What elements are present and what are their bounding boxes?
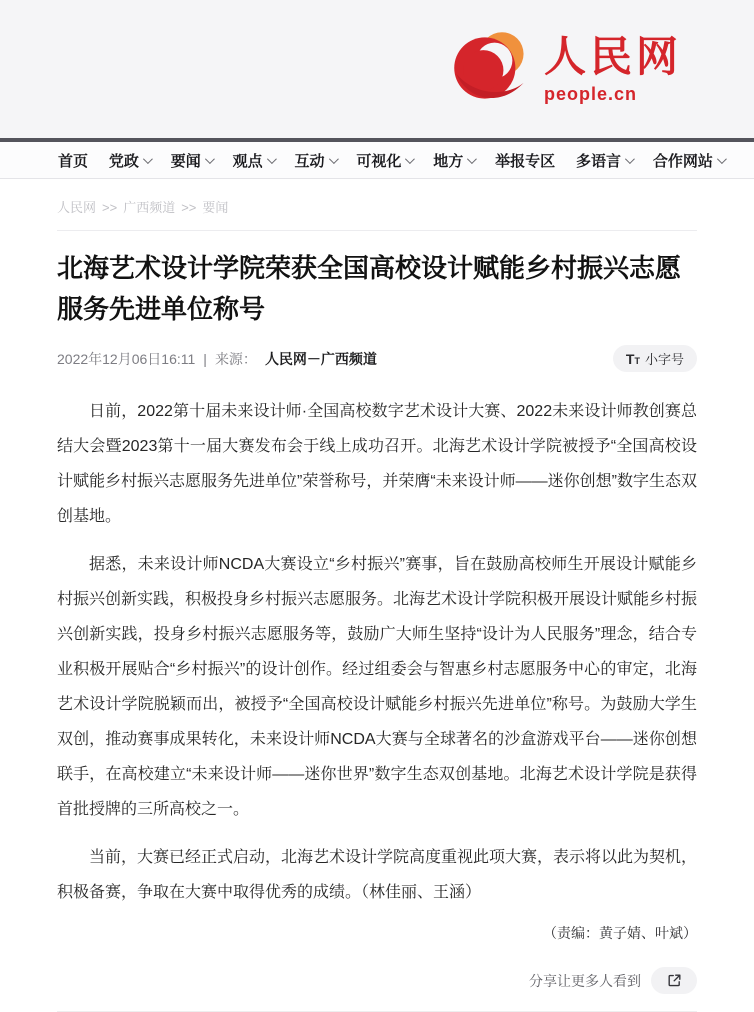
chevron-down-icon [205,154,215,164]
chevron-down-icon [405,154,415,164]
chevron-down-icon [625,154,635,164]
nav-item-label: 互动 [294,152,325,170]
source-link[interactable]: 人民网－广西频道 [264,350,377,367]
share-row [57,967,697,994]
breadcrumb-separator: >> [181,200,197,215]
article-paragraph: 据悉，未来设计师NCDA大赛设立“乡村振兴”赛事，旨在鼓励高校师生开展设计赋能乡村振兴创新实践，积极投身乡村振兴志愿服务。北海艺术设计学院积极开展设计赋能乡村振兴创新实践，投身乡村振兴志愿服务等，鼓励广大师生坚持“设计为人民服务”理念，结合专业积极开展贴合“乡村振兴”的设计创作。经过组委会与智惠乡村志愿服务中心的审定，北海艺术设计学院脱颖而出，被授予“全国高校设计赋能乡村振兴先进单位”称号。为鼓励大学生双创，推动赛事成果转化，未来设计师NCDA大赛与全球著名的沙盒游戏平台——迷你创想联手，在高校建立“未来设计师——迷你世界”数字生态双创基地。北海艺术设计学院是获得首批授牌的三所高校之一。 [57,556,698,818]
chevron-down-icon [328,154,338,164]
article-body [57,394,697,910]
nav-item-4[interactable] [295,150,336,171]
site-name: 人民网 [544,35,683,81]
chevron-down-icon [267,154,277,164]
nav-item-2[interactable] [171,150,212,171]
breadcrumb [57,197,697,216]
source-label: 来源： [214,350,257,367]
nav-item-7[interactable] [495,150,555,171]
nav-item-6[interactable] [433,150,474,171]
article-paragraph: 当前，大赛已经正式启动，北海艺术设计学院高度重视此项大赛，表示将以此为契机，积极备赛，争取在大赛中取得优秀的成绩。（林佳丽、王涵） [57,849,698,901]
nav-item-label: 合作网站 [652,152,713,170]
nav-item-label: 首页 [58,152,89,170]
article-title: 北海艺术设计学院荣获全国高校设计赋能乡村振兴志愿服务先进单位称号 [57,253,682,324]
nav-item-3[interactable] [233,150,274,171]
breadcrumb-link-1[interactable]: 广西频道 [123,200,176,215]
external-link-icon [667,973,682,988]
header-divider [57,230,697,231]
nav-item-5[interactable] [356,150,412,171]
chevron-down-icon [467,154,477,164]
font-size-button[interactable] [613,345,697,372]
nav-item-label: 党政 [108,152,139,170]
nav-item-label: 观点 [232,152,263,170]
font-size-label: 小字号 [644,352,684,367]
nav-item-label: 要闻 [170,152,201,170]
editor-note: （责编：黄子婧、叶斌） [543,925,697,941]
font-size-icon: TT [625,350,640,367]
nav-item-1[interactable] [109,150,150,171]
nav-item-8[interactable] [576,150,632,171]
nav-item-label: 地方 [433,152,464,170]
site-domain: people.cn [544,84,638,104]
article-meta-row [57,345,697,372]
main-nav [0,142,754,179]
chevron-down-icon [717,154,727,164]
publish-time: 2022年12月06日16:11 [57,350,196,367]
meta-separator: | [203,350,207,367]
site-header [0,0,754,138]
share-text: 分享让更多人看到 [529,972,641,989]
breadcrumb-link-2[interactable]: 要闻 [202,200,229,215]
chevron-down-icon [143,154,153,164]
nav-item-label: 举报专区 [495,152,556,170]
nav-item-label: 可视化 [356,152,402,170]
site-logo[interactable] [452,26,682,110]
nav-item-0[interactable] [58,150,88,171]
breadcrumb-link-0[interactable]: 人民网 [57,200,97,215]
article-paragraph: 日前，2022第十届未来设计师·全国高校数字艺术设计大赛、2022未来设计师教创赛总结大会暨2023第十一届大赛发布会于线上成功召开。北海艺术设计学院被授予“全国高校设计赋能乡村振兴志愿服务先进单位”荣誉称号，并荣膺“未来设计师——迷你创想”数字生态双创基地。 [57,403,697,525]
article-meta [57,349,377,369]
article-container [0,197,754,1012]
share-button[interactable] [651,967,697,994]
breadcrumb-separator: >> [102,200,118,215]
nav-item-label: 多语言 [576,152,622,170]
nav-item-9[interactable] [653,150,724,171]
people-cn-globe-icon [452,26,534,110]
